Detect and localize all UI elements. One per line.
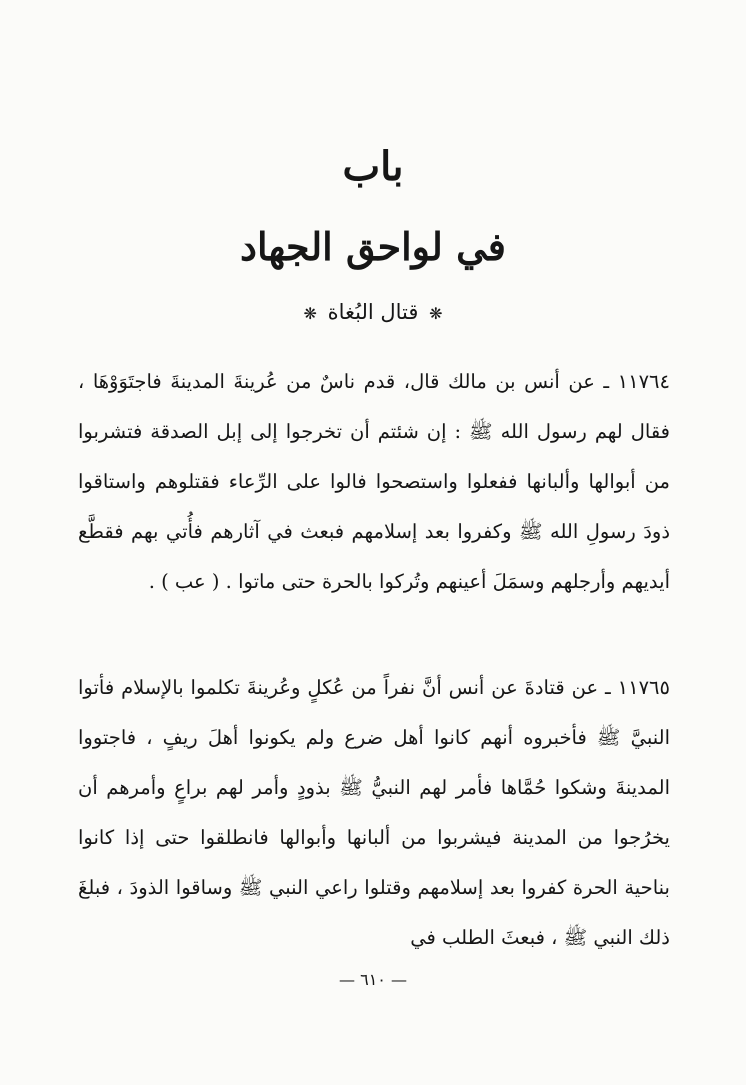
hadith-paragraph <box>78 357 670 607</box>
hadith-paragraph <box>78 663 670 963</box>
hadith-text: عن أنس بن مالك قال، قدم ناسٌ من عُرينةَ المدينةَ فاجتَوَوْهَا ، فقال لهم رسول الله ﷺ : إن شئتم أن تخرجوا إلى إبل الصدقة فتشربوا من أبوالها وألبانها ففعلوا واستصحوا فالوا على الرِّعاء فقتلوهم واستاقوا ذودَ رسولِ الله ﷺ وكفروا بعد إسلامهم فبعث في آثارهم فأُتي بهم فقطَّع أيديهم وأرجلهم وسمَلَ أعينهم وتُركوا بالحرة حتى ماتوا . ( عب ) . <box>78 370 670 593</box>
hadith-text: عن قتادةَ عن أنس أنَّ نفراً من عُكلٍ وعُرينةَ تكلموا بالإسلام فأتوا النبيَّ ﷺ فأخبروه أنهم كانوا أهل ضرع ولم يكونوا أهلَ ريفٍ ، فاجتووا المدينةَ وشكوا حُمَّاها فأمر لهم النبيُّ ﷺ بذودٍ وأمر لهم براعٍ وأمرهم أن يخرُجوا من المدينة فيشربوا من ألبانها وأبوالها فانطلقوا حتى إذا كانوا بناحية الحرة كفروا بعد إسلامهم وقتلوا راعي النبي ﷺ وساقوا الذودَ ، فبلغَ ذلك النبي ﷺ ، فبعثَ الطلب في <box>78 676 670 949</box>
hadith-number: ١١٧٦٤ <box>617 370 670 393</box>
hadith-number: ١١٧٦٥ <box>617 676 670 699</box>
chapter-title: في لواحق الجهاد <box>240 224 506 269</box>
section-title-text: قتال البُغاة <box>327 300 419 324</box>
hadith-dash: ـ <box>598 676 611 699</box>
ornament-right-icon: ❋ <box>429 304 443 323</box>
page-number: — ٦١٠ — <box>339 970 407 989</box>
chapter-label: باب <box>342 143 404 190</box>
hadith-dash: ـ <box>594 370 610 393</box>
section-title <box>0 296 746 330</box>
ornament-left-icon: ❋ <box>303 304 317 323</box>
